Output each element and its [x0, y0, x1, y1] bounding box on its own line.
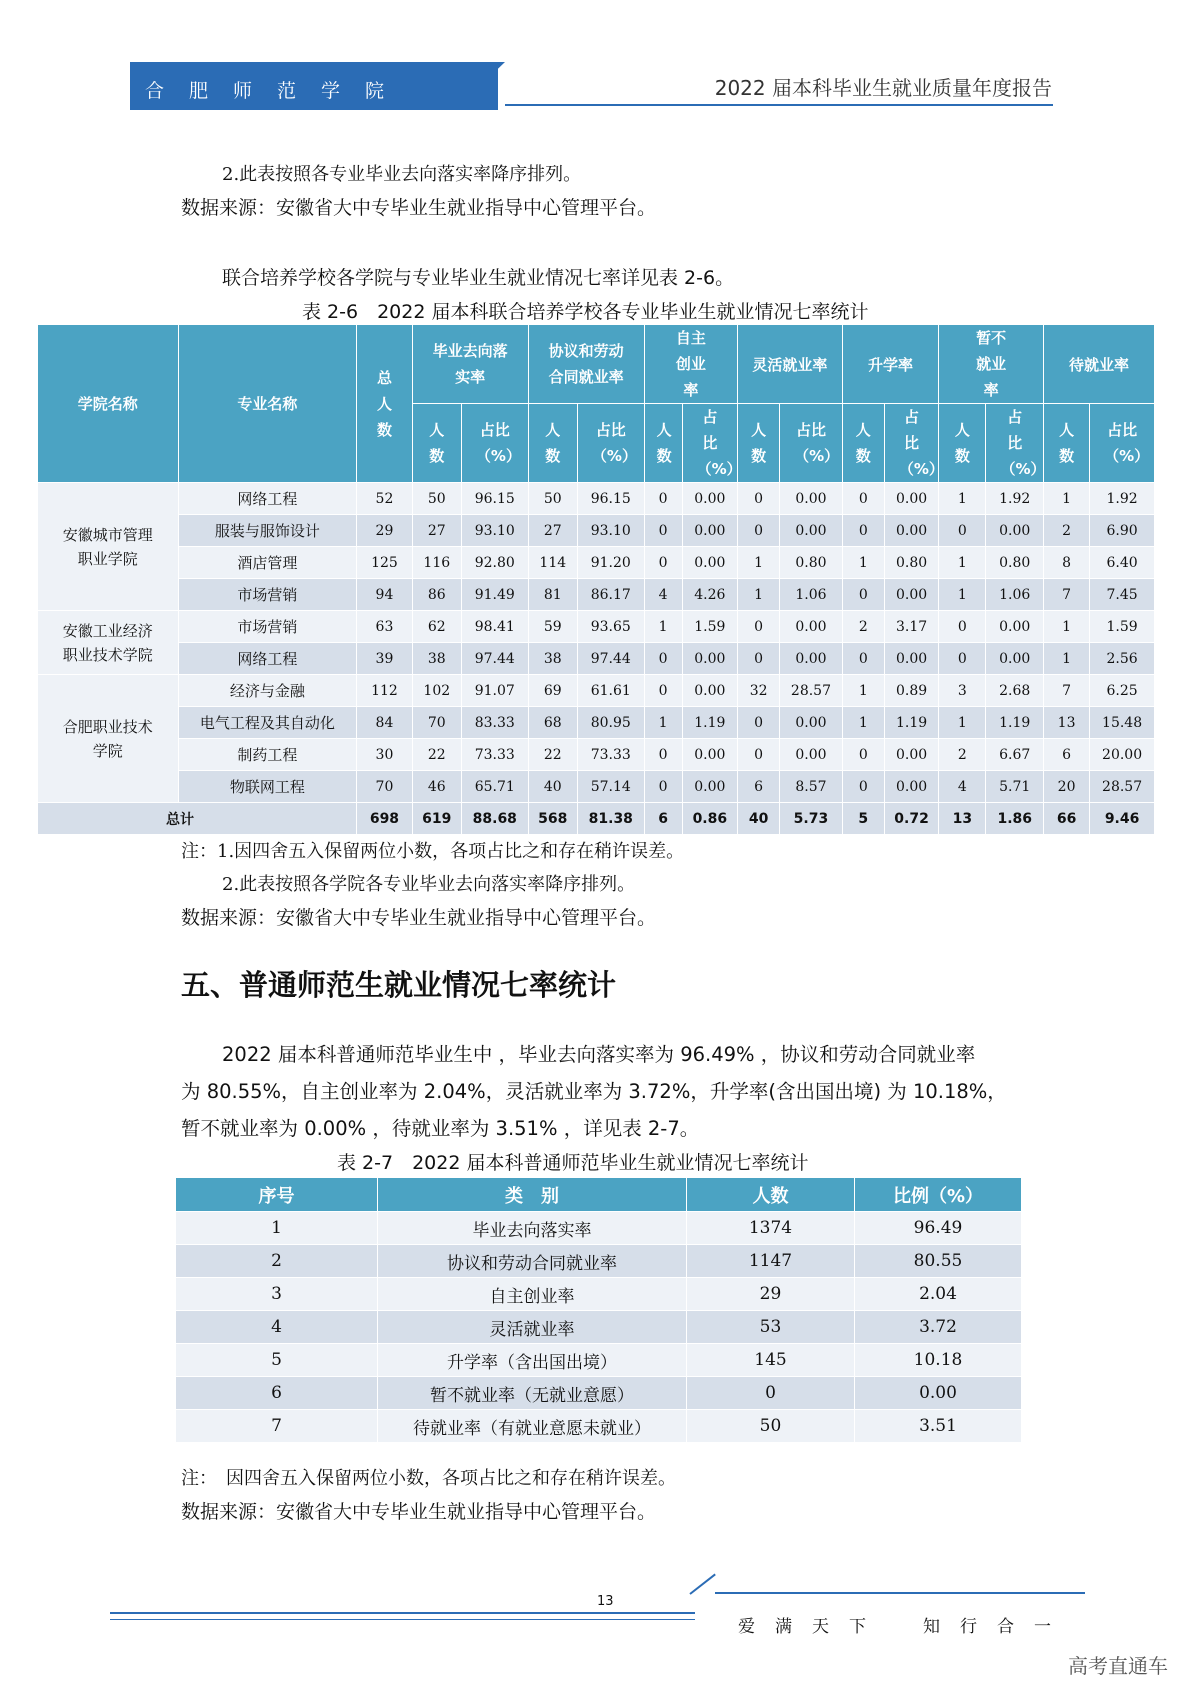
th-flexible-rate: 灵活就业率: [738, 325, 843, 404]
page-number: 13: [597, 1594, 614, 1609]
header-rule-top: [455, 62, 495, 64]
table-row: [176, 1311, 1022, 1344]
table-cell: 0: [644, 515, 682, 547]
row-count: 1374: [687, 1212, 855, 1245]
table-cell: 0: [842, 771, 884, 803]
th-total: 总人数: [357, 325, 412, 483]
table-cell: 0.00: [682, 515, 737, 547]
section-5-paragraph-line-2: 为 80.55%，自主创业率为 2.04%，灵活就业率为 3.72%，升学率(含出国出境) 为 10.18%，: [181, 1080, 1007, 1103]
total-cell: 9.46: [1090, 803, 1155, 835]
table-row: [38, 483, 1155, 515]
watermark: 高考直通车: [1068, 1654, 1168, 1678]
th-sub-percent: 占比（%）: [461, 404, 528, 483]
table-cell: 2.56: [1090, 643, 1155, 675]
table-cell: 96.15: [461, 483, 528, 515]
table-cell: 91.20: [577, 547, 644, 579]
table-cell: 6: [738, 771, 780, 803]
table-cell: 125: [357, 547, 412, 579]
table-cell: 1: [644, 611, 682, 643]
footer-rule: [110, 1612, 695, 1614]
table-cell: 1.92: [986, 483, 1044, 515]
total-label: 总计: [38, 803, 357, 835]
th-sub-percent: 占比（%）: [780, 404, 843, 483]
table-cell: 68: [528, 707, 577, 739]
table-cell: 7.45: [1090, 579, 1155, 611]
table-row: [176, 1278, 1022, 1311]
table-cell: 0.00: [884, 739, 938, 771]
table-row: [38, 739, 1155, 771]
th27-count: 人数: [687, 1178, 855, 1212]
table-cell: 91.49: [461, 579, 528, 611]
table-cell: 1: [1043, 611, 1089, 643]
th-sub-percent: 占比（%）: [1090, 404, 1155, 483]
th-not-seeking-rate: 暂不就业率: [939, 325, 1044, 404]
table-row: [176, 1377, 1022, 1410]
row-category: 协议和劳动合同就业率: [378, 1245, 687, 1278]
row-category: 待就业率（有就业意愿未就业）: [378, 1410, 687, 1443]
table-cell: 22: [412, 739, 461, 771]
th-startup-rate: 自主创业率: [644, 325, 737, 404]
th-sub-count: 人数: [939, 404, 986, 483]
footer-motto: 爱满天下 知行合一: [738, 1617, 1071, 1637]
th-sub-count: 人数: [842, 404, 884, 483]
th-sub-count: 人数: [738, 404, 780, 483]
total-cell: 66: [1043, 803, 1089, 835]
table-cell: 1.59: [1090, 611, 1155, 643]
table-cell: 0.00: [682, 675, 737, 707]
table-cell: 1.59: [682, 611, 737, 643]
total-cell: 1.86: [986, 803, 1044, 835]
major-name-cell: 市场营销: [178, 579, 357, 611]
table-cell: 1.19: [986, 707, 1044, 739]
total-cell: 0.86: [682, 803, 737, 835]
table-cell: 30: [357, 739, 412, 771]
section-5-paragraph-line-3: 暂不就业率为 0.00% ，待就业率为 3.51% ，详见表 2-7。: [181, 1117, 700, 1140]
table-cell: 0.00: [780, 643, 843, 675]
table-cell: 0.00: [884, 579, 938, 611]
table-cell: 0.00: [780, 611, 843, 643]
table-cell: 0.00: [884, 771, 938, 803]
table-cell: 0.00: [682, 739, 737, 771]
row-count: 145: [687, 1344, 855, 1377]
table-cell: 102: [412, 675, 461, 707]
row-index: 4: [176, 1311, 378, 1344]
row-index: 5: [176, 1344, 378, 1377]
table-cell: 46: [412, 771, 461, 803]
table-cell: 1.92: [1090, 483, 1155, 515]
table-cell: 0: [939, 643, 986, 675]
table-cell: 1: [842, 547, 884, 579]
table-cell: 65.71: [461, 771, 528, 803]
table-cell: 57.14: [577, 771, 644, 803]
table-cell: 52: [357, 483, 412, 515]
th-major: 专业名称: [178, 325, 357, 483]
intro-table-2-6: 联合培养学校各学院与专业毕业生就业情况七率详见表 2-6。: [222, 267, 735, 289]
header-report-title: 2022 届本科毕业生就业质量年度报告: [714, 76, 1052, 100]
table-cell: 0.00: [682, 483, 737, 515]
table-cell: 86: [412, 579, 461, 611]
row-category: 灵活就业率: [378, 1311, 687, 1344]
th-sub-count: 人数: [644, 404, 682, 483]
table-row: [38, 515, 1155, 547]
table-cell: 1: [644, 707, 682, 739]
table-cell: 32: [738, 675, 780, 707]
table-cell: 1: [939, 547, 986, 579]
table-cell: 2.68: [986, 675, 1044, 707]
th-sub-percent: 占比（%）: [986, 404, 1044, 483]
major-name-cell: 网络工程: [178, 643, 357, 675]
table-cell: 0.80: [780, 547, 843, 579]
th27-ratio: 比例（%）: [855, 1178, 1022, 1212]
college-name-cell: 安徽城市管理职业学院: [38, 483, 179, 611]
table-2-6-note-2: 2.此表按照各学院各专业毕业去向落实率降序排列。: [222, 874, 636, 895]
table-cell: 112: [357, 675, 412, 707]
table-cell: 73.33: [577, 739, 644, 771]
table-cell: 5.71: [986, 771, 1044, 803]
table-cell: 1.19: [682, 707, 737, 739]
table-cell: 1.06: [780, 579, 843, 611]
th-contract-rate: 协议和劳动合同就业率: [528, 325, 644, 404]
table-cell: 0: [842, 515, 884, 547]
table-cell: 0.80: [884, 547, 938, 579]
table-cell: 0: [939, 515, 986, 547]
total-cell: 6: [644, 803, 682, 835]
table-cell: 0: [644, 771, 682, 803]
total-cell: 88.68: [461, 803, 528, 835]
table-cell: 92.80: [461, 547, 528, 579]
table-cell: 69: [528, 675, 577, 707]
table-cell: 0.00: [780, 707, 843, 739]
table-cell: 0.00: [884, 483, 938, 515]
table-cell: 1: [939, 483, 986, 515]
th-unemployed-rate: 待就业率: [1043, 325, 1154, 404]
row-count: 53: [687, 1311, 855, 1344]
table-cell: 3: [939, 675, 986, 707]
table-cell: 6: [1043, 739, 1089, 771]
row-index: 2: [176, 1245, 378, 1278]
major-name-cell: 经济与金融: [178, 675, 357, 707]
row-count: 29: [687, 1278, 855, 1311]
table-cell: 7: [1043, 579, 1089, 611]
major-name-cell: 市场营销: [178, 611, 357, 643]
row-ratio: 96.49: [855, 1212, 1022, 1245]
table-cell: 1: [842, 707, 884, 739]
table-cell: 0.00: [986, 515, 1044, 547]
table-cell: 0.00: [780, 739, 843, 771]
major-name-cell: 酒店管理: [178, 547, 357, 579]
table-row: [38, 675, 1155, 707]
total-cell: 0.72: [884, 803, 938, 835]
table-cell: 84: [357, 707, 412, 739]
table-cell: 20: [1043, 771, 1089, 803]
row-count: 0: [687, 1377, 855, 1410]
table-cell: 1: [1043, 483, 1089, 515]
table-cell: 1: [939, 707, 986, 739]
table-cell: 0: [644, 483, 682, 515]
row-index: 1: [176, 1212, 378, 1245]
table-cell: 2: [1043, 515, 1089, 547]
th-college: 学院名称: [38, 325, 179, 483]
table-cell: 7: [1043, 675, 1089, 707]
table-cell: 70: [357, 771, 412, 803]
table-cell: 98.41: [461, 611, 528, 643]
table-cell: 6.90: [1090, 515, 1155, 547]
table-2-6: [37, 324, 1155, 835]
table-cell: 0: [738, 611, 780, 643]
table-cell: 63: [357, 611, 412, 643]
table-row: [38, 771, 1155, 803]
table-cell: 50: [528, 483, 577, 515]
top-data-source: 数据来源：安徽省大中专毕业生就业指导中心管理平台。: [181, 197, 657, 219]
row-index: 6: [176, 1377, 378, 1410]
table-cell: 13: [1043, 707, 1089, 739]
table-cell: 0.00: [780, 483, 843, 515]
table-cell: 1.06: [986, 579, 1044, 611]
table-cell: 0.00: [986, 611, 1044, 643]
table-cell: 2: [842, 611, 884, 643]
table-cell: 0: [738, 515, 780, 547]
footer-rule-thin: [110, 1619, 695, 1620]
table-cell: 0: [842, 739, 884, 771]
table-cell: 116: [412, 547, 461, 579]
table-cell: 0: [842, 483, 884, 515]
table-cell: 83.33: [461, 707, 528, 739]
total-cell: 698: [357, 803, 412, 835]
table-cell: 0: [644, 643, 682, 675]
row-ratio: 10.18: [855, 1344, 1022, 1377]
table-cell: 93.10: [461, 515, 528, 547]
total-cell: 5: [842, 803, 884, 835]
row-category: 暂不就业率（无就业意愿）: [378, 1377, 687, 1410]
table-2-6-data-source: 数据来源：安徽省大中专毕业生就业指导中心管理平台。: [181, 907, 657, 929]
table-cell: 0.80: [986, 547, 1044, 579]
table-cell: 39: [357, 643, 412, 675]
table-cell: 40: [528, 771, 577, 803]
college-name-cell: 安徽工业经济职业技术学院: [38, 611, 179, 675]
row-count: 50: [687, 1410, 855, 1443]
table-cell: 0: [644, 547, 682, 579]
total-row: [38, 803, 1155, 835]
table-cell: 93.65: [577, 611, 644, 643]
table-cell: 0.00: [780, 515, 843, 547]
table-row: [38, 611, 1155, 643]
table-cell: 0.00: [884, 515, 938, 547]
table-row: [176, 1245, 1022, 1278]
th-further-study-rate: 升学率: [842, 325, 939, 404]
table-cell: 38: [528, 643, 577, 675]
table-row: [38, 579, 1155, 611]
row-category: 自主创业率: [378, 1278, 687, 1311]
table-cell: 8: [1043, 547, 1089, 579]
row-ratio: 3.51: [855, 1410, 1022, 1443]
row-ratio: 3.72: [855, 1311, 1022, 1344]
table-cell: 73.33: [461, 739, 528, 771]
table-cell: 86.17: [577, 579, 644, 611]
table-row: [38, 707, 1155, 739]
th-sub-percent: 占比（%）: [682, 404, 737, 483]
total-cell: 13: [939, 803, 986, 835]
table-cell: 50: [412, 483, 461, 515]
row-ratio: 80.55: [855, 1245, 1022, 1278]
row-category: 毕业去向落实率: [378, 1212, 687, 1245]
table-cell: 0: [842, 643, 884, 675]
th27-index: 序号: [176, 1178, 378, 1212]
table-cell: 29: [357, 515, 412, 547]
table-cell: 114: [528, 547, 577, 579]
th-sub-percent: 占比（%）: [577, 404, 644, 483]
major-name-cell: 物联网工程: [178, 771, 357, 803]
table-cell: 62: [412, 611, 461, 643]
table-cell: 0.00: [986, 643, 1044, 675]
table-cell: 3.17: [884, 611, 938, 643]
table-row: [38, 547, 1155, 579]
table-cell: 0.00: [682, 547, 737, 579]
row-count: 1147: [687, 1245, 855, 1278]
footer-rule-slant: [689, 1574, 715, 1595]
table-2-7-data-source: 数据来源：安徽省大中专毕业生就业指导中心管理平台。: [181, 1501, 657, 1523]
section-5-paragraph-line-1: 2022 届本科普通师范毕业生中 ，毕业去向落实率为 96.49% ，协议和劳动合同就业率: [222, 1043, 976, 1066]
table-row: [176, 1344, 1022, 1377]
table-cell: 0: [738, 643, 780, 675]
table-cell: 6.40: [1090, 547, 1155, 579]
table-cell: 0: [738, 739, 780, 771]
table-2-7-note: 注： 因四舍五入保留两位小数，各项占比之和存在稍许误差。: [181, 1468, 676, 1489]
table-2-6-note-1: 注：1.因四舍五入保留两位小数，各项占比之和存在稍许误差。: [181, 841, 685, 862]
major-name-cell: 电气工程及其自动化: [178, 707, 357, 739]
row-index: 3: [176, 1278, 378, 1311]
header-school-name: 合肥师范学院: [145, 80, 410, 102]
table-cell: 15.48: [1090, 707, 1155, 739]
table-cell: 0.00: [884, 643, 938, 675]
table-cell: 4.26: [682, 579, 737, 611]
college-name-cell: 合肥职业技术学院: [38, 675, 179, 803]
th-placement-rate: 毕业去向落实率: [412, 325, 528, 404]
section-5-heading: 五、普通师范生就业情况七率统计: [181, 968, 617, 1002]
top-note-2: 2.此表按照各专业毕业去向落实率降序排列。: [222, 164, 582, 185]
table-cell: 1.19: [884, 707, 938, 739]
th27-category: 类 别: [378, 1178, 687, 1212]
total-cell: 81.38: [577, 803, 644, 835]
table-row: [176, 1212, 1022, 1245]
table-cell: 6.67: [986, 739, 1044, 771]
header-rule: [505, 104, 1053, 106]
table-cell: 0: [842, 579, 884, 611]
th-sub-percent: 占比（%）: [884, 404, 938, 483]
table-cell: 1: [842, 675, 884, 707]
table-cell: 0.00: [682, 643, 737, 675]
row-ratio: 0.00: [855, 1377, 1022, 1410]
table-cell: 80.95: [577, 707, 644, 739]
table-cell: 0: [738, 483, 780, 515]
table-cell: 6.25: [1090, 675, 1155, 707]
table-cell: 0: [738, 707, 780, 739]
table-cell: 27: [412, 515, 461, 547]
table-row: [176, 1410, 1022, 1443]
table-cell: 28.57: [1090, 771, 1155, 803]
row-index: 7: [176, 1410, 378, 1443]
table-cell: 1: [939, 579, 986, 611]
total-cell: 619: [412, 803, 461, 835]
table-cell: 8.57: [780, 771, 843, 803]
table-cell: 94: [357, 579, 412, 611]
table-cell: 1: [1043, 643, 1089, 675]
major-name-cell: 网络工程: [178, 483, 357, 515]
table-cell: 59: [528, 611, 577, 643]
table-cell: 81: [528, 579, 577, 611]
table-cell: 38: [412, 643, 461, 675]
table-cell: 70: [412, 707, 461, 739]
table-cell: 0.89: [884, 675, 938, 707]
table-2-7: [175, 1177, 1022, 1443]
table-cell: 91.07: [461, 675, 528, 707]
table-cell: 4: [644, 579, 682, 611]
table-cell: 0: [644, 675, 682, 707]
footer-rule-right: [715, 1592, 1085, 1594]
major-name-cell: 服装与服饰设计: [178, 515, 357, 547]
total-cell: 40: [738, 803, 780, 835]
table-cell: 1: [738, 579, 780, 611]
row-category: 升学率（含出国出境）: [378, 1344, 687, 1377]
table-cell: 97.44: [577, 643, 644, 675]
table-cell: 22: [528, 739, 577, 771]
major-name-cell: 制药工程: [178, 739, 357, 771]
th-sub-count: 人数: [412, 404, 461, 483]
total-cell: 5.73: [780, 803, 843, 835]
table-row: [38, 643, 1155, 675]
th-sub-count: 人数: [528, 404, 577, 483]
table-cell: 1: [738, 547, 780, 579]
table-cell: 0: [939, 611, 986, 643]
table-cell: 96.15: [577, 483, 644, 515]
table-2-7-caption: 表 2-7 2022 届本科普通师范毕业生就业情况七率统计: [337, 1152, 809, 1174]
table-cell: 93.10: [577, 515, 644, 547]
table-cell: 4: [939, 771, 986, 803]
table-cell: 61.61: [577, 675, 644, 707]
table-cell: 0: [644, 739, 682, 771]
row-ratio: 2.04: [855, 1278, 1022, 1311]
th-sub-count: 人数: [1043, 404, 1089, 483]
total-cell: 568: [528, 803, 577, 835]
table-cell: 97.44: [461, 643, 528, 675]
table-cell: 0.00: [682, 771, 737, 803]
table-cell: 27: [528, 515, 577, 547]
table-cell: 28.57: [780, 675, 843, 707]
table-2-6-caption: 表 2-6 2022 届本科联合培养学校各专业毕业生就业情况七率统计: [302, 301, 869, 323]
table-cell: 2: [939, 739, 986, 771]
table-cell: 20.00: [1090, 739, 1155, 771]
